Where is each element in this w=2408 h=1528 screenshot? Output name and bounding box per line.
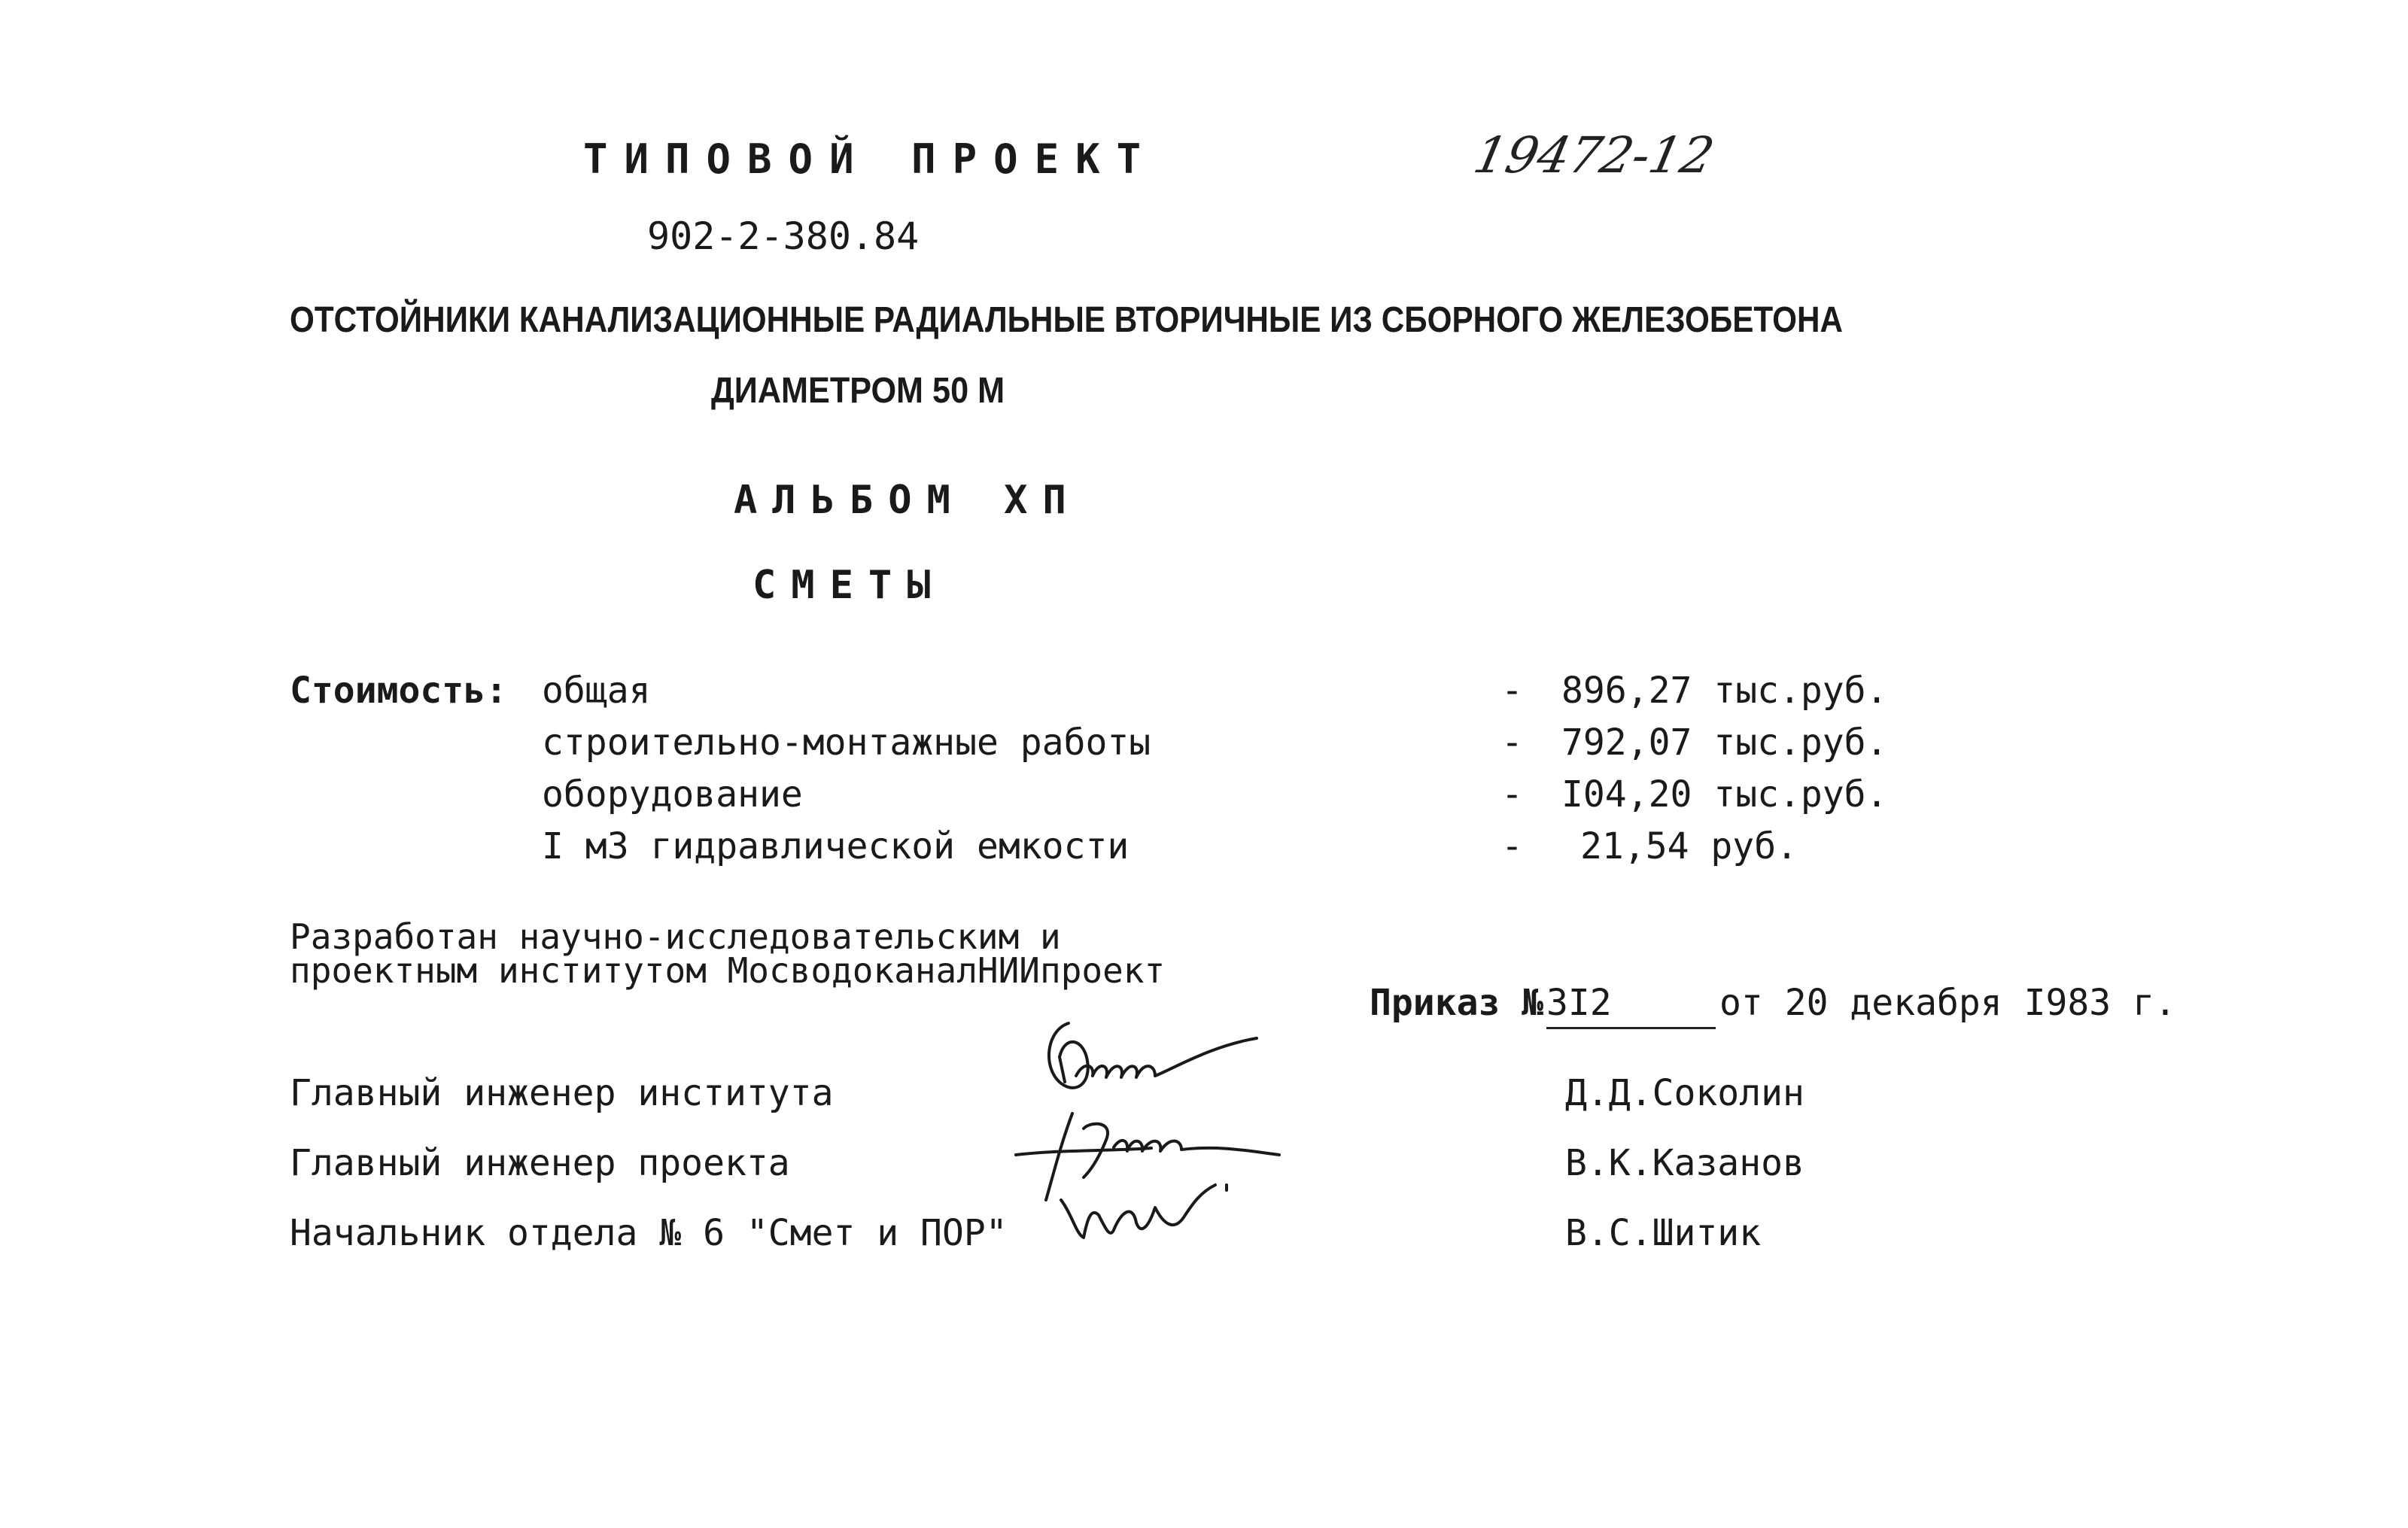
project-heading-line2: ДИАМЕТРОМ 50 М	[711, 371, 1005, 411]
cost-name: оборудование	[542, 773, 803, 816]
signature-department-head	[1061, 1185, 1227, 1238]
signature-chief-engineer-project	[1016, 1113, 1279, 1200]
cost-row	[0, 670, 2408, 722]
cost-row	[0, 721, 2408, 774]
handwritten-signatures	[1001, 1016, 1392, 1256]
signatory-name: В.С.Шитик	[1565, 1212, 1762, 1254]
order-date: от 20 декабря I983 г.	[1719, 982, 2176, 1024]
cost-dash: -	[1501, 670, 1523, 712]
document-title: ТИПОВОЙ ПРОЕКТ	[583, 135, 1158, 183]
cost-name: общая	[542, 670, 651, 712]
cost-dash: -	[1501, 825, 1523, 867]
signatory-role: Главный инженер проекта	[290, 1142, 790, 1184]
album-title: АЛЬБОМ ХП	[734, 478, 1081, 523]
project-heading-line1: ОТСТОЙНИКИ КАНАЛИЗАЦИОННЫЕ РАДИАЛЬНЫЕ ВТОРИЧНЫЕ ИЗ СБОРНОГО ЖЕЛЕЗОБЕТОНА	[290, 300, 1844, 340]
signatory-name: В.К.Казанов	[1565, 1142, 1804, 1184]
cost-label: Стоимость:	[290, 670, 507, 712]
cost-row	[0, 773, 2408, 826]
signatory-role: Начальник отдела № 6 "Смет и ПОР"	[290, 1212, 1008, 1254]
signatory-name: Д.Д.Соколин	[1565, 1072, 1804, 1114]
signatory-role: Главный инженер института	[290, 1072, 834, 1114]
cost-name: I м3 гидравлической емкости	[542, 825, 1130, 867]
cost-value: I04,20 тыс.руб.	[1561, 773, 1888, 816]
developer-line2: проектным институтом МосводоканалНИИпроект	[290, 950, 1166, 991]
cost-value: 792,07 тыс.руб.	[1561, 721, 1888, 764]
cost-value: 896,27 тыс.руб.	[1561, 670, 1888, 712]
signature-chief-engineer-institute	[1049, 1023, 1257, 1088]
order-label: Приказ №	[1370, 982, 1544, 1024]
handwritten-registration-number: 19472-12	[1468, 126, 1719, 184]
project-code: 902-2-380.84	[647, 214, 920, 258]
cost-row	[0, 825, 2408, 878]
section-title: СМЕТЫ	[752, 563, 946, 608]
cost-value: 21,54 руб.	[1580, 825, 1798, 867]
order-number: 3I2	[1546, 982, 1716, 1029]
developer-line1: Разработан научно-исследовательским и	[290, 916, 1061, 957]
cost-name: строительно-монтажные работы	[542, 721, 1151, 764]
cost-dash: -	[1501, 773, 1523, 816]
cost-dash: -	[1501, 721, 1523, 764]
